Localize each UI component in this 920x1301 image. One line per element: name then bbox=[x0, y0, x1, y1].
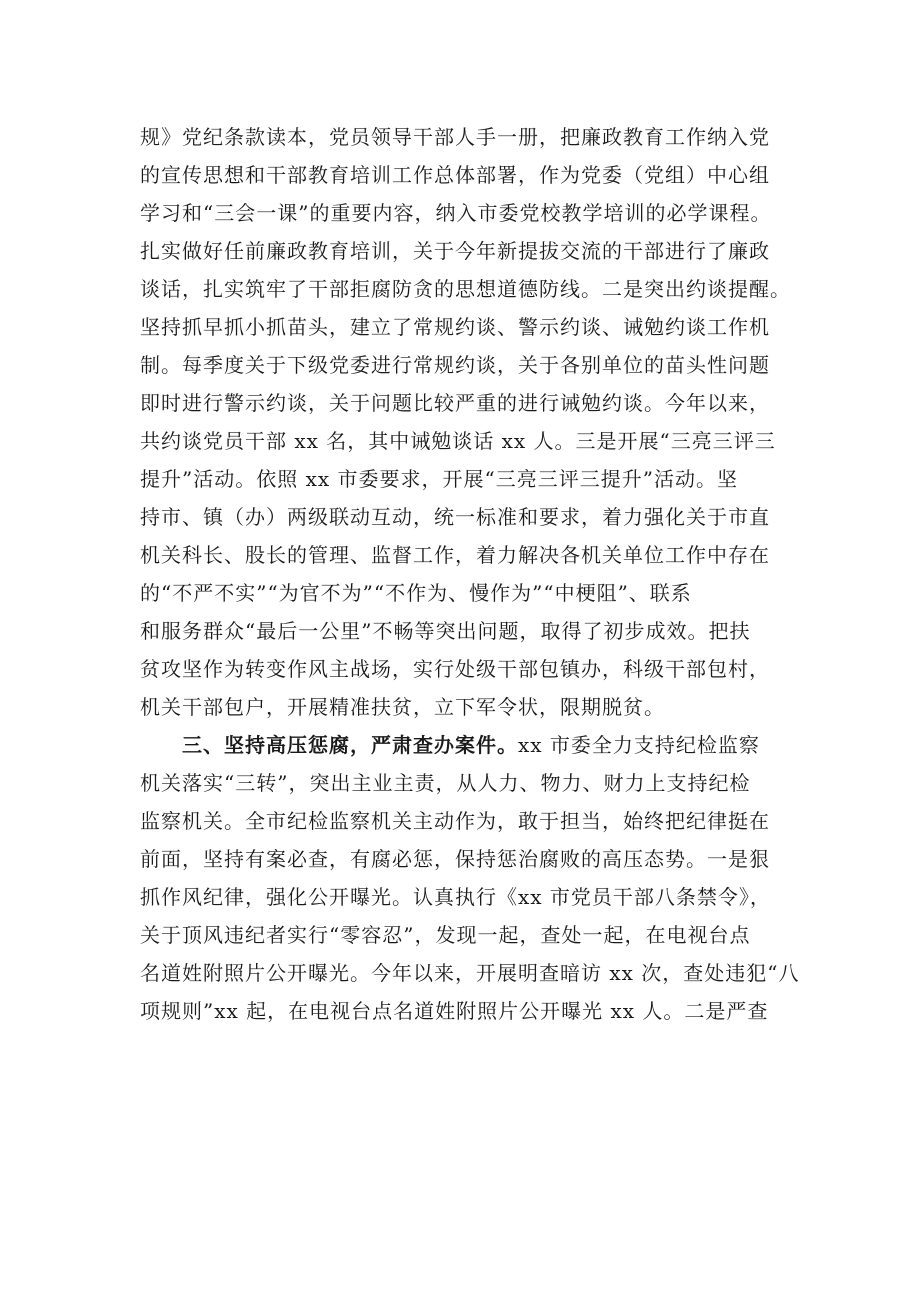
text-line: 机关干部包户，开展精准扶贫，立下军令状，限期脱贫。 bbox=[140, 695, 665, 719]
text-line: 前面，坚持有案必查，有腐必惩，保持惩治腐败的高压态势。一是狠 bbox=[140, 847, 770, 871]
text-line: 和服务群众“最后一公里”不畅等突出问题，取得了初步成效。把扶 bbox=[140, 619, 751, 643]
text-line: 的“不严不实”“为官不为”“不作为、慢作为”“中梗阻”、联系 bbox=[140, 581, 692, 605]
text-line: 抓作风纪律，强化公开曝光。认真执行《xx 市党员干部八条禁令》， bbox=[140, 885, 771, 909]
text-line: 监察机关。全市纪检监察机关主动作为，敢于担当，始终把纪律挺在 bbox=[140, 809, 770, 833]
section-3-first-line-text: xx 市委全力支持纪检监察 bbox=[518, 733, 760, 757]
text-line: 项规则”xx 起，在电视台点名道姓附照片公开曝光 xx 人。二是严查 bbox=[140, 999, 769, 1023]
text-line: 学习和“三会一课”的重要内容，纳入市委党校教学培训的必学课程。 bbox=[140, 201, 772, 225]
section-3-heading: 三、坚持高压惩腐，严肃查办案件。 bbox=[182, 733, 518, 757]
text-line: 贫攻坚作为转变作风主战场，实行处级干部包镇办，科级干部包村， bbox=[140, 657, 770, 681]
text-line: 制。每季度关于下级党委进行常规约谈，关于各别单位的苗头性问题 bbox=[140, 353, 770, 377]
text-line: 共约谈党员干部 xx 名，其中诫勉谈话 xx 人。三是开展“三亮三评三 bbox=[140, 429, 776, 453]
text-line: 的宣传思想和干部教育培训工作总体部署，作为党委（党组）中心组 bbox=[140, 163, 770, 187]
text-line: 机关科长、股长的管理、监督工作，着力解决各机关单位工作中存在 bbox=[140, 543, 770, 567]
text-line: 即时进行警示约谈，关于问题比较严重的进行诫勉约谈。今年以来， bbox=[140, 391, 770, 415]
text-line: 坚持抓早抓小抓苗头，建立了常规约谈、警示约谈、诫勉约谈工作机 bbox=[140, 315, 770, 339]
text-line: 规》党纪条款读本，党员领导干部人手一册，把廉政教育工作纳入党 bbox=[140, 125, 770, 149]
text-line: 名道姓附照片公开曝光。今年以来，开展明查暗访 xx 次，查处违犯“八 bbox=[140, 961, 800, 985]
text-line: 关于顶风违纪者实行“零容忍”，发现一起，查处一起，在电视台点 bbox=[140, 923, 751, 947]
text-line: 谈话，扎实筑牢了干部拒腐防贪的思想道德防线。二是突出约谈提醒。 bbox=[140, 277, 791, 301]
text-line: 持市、镇（办）两级联动互动，统一标准和要求，着力强化关于市直 bbox=[140, 505, 770, 529]
section-3-first-line bbox=[140, 726, 800, 764]
text-line: 扎实做好任前廉政教育培训，关于今年新提拔交流的干部进行了廉政 bbox=[140, 239, 770, 263]
document-body bbox=[140, 118, 800, 1030]
text-line: 提升”活动。依照 xx 市委要求，开展“三亮三评三提升”活动。坚 bbox=[140, 467, 738, 491]
text-line: 机关落实“三转”，突出主业主责，从人力、物力、财力上支持纪检 bbox=[140, 771, 751, 795]
